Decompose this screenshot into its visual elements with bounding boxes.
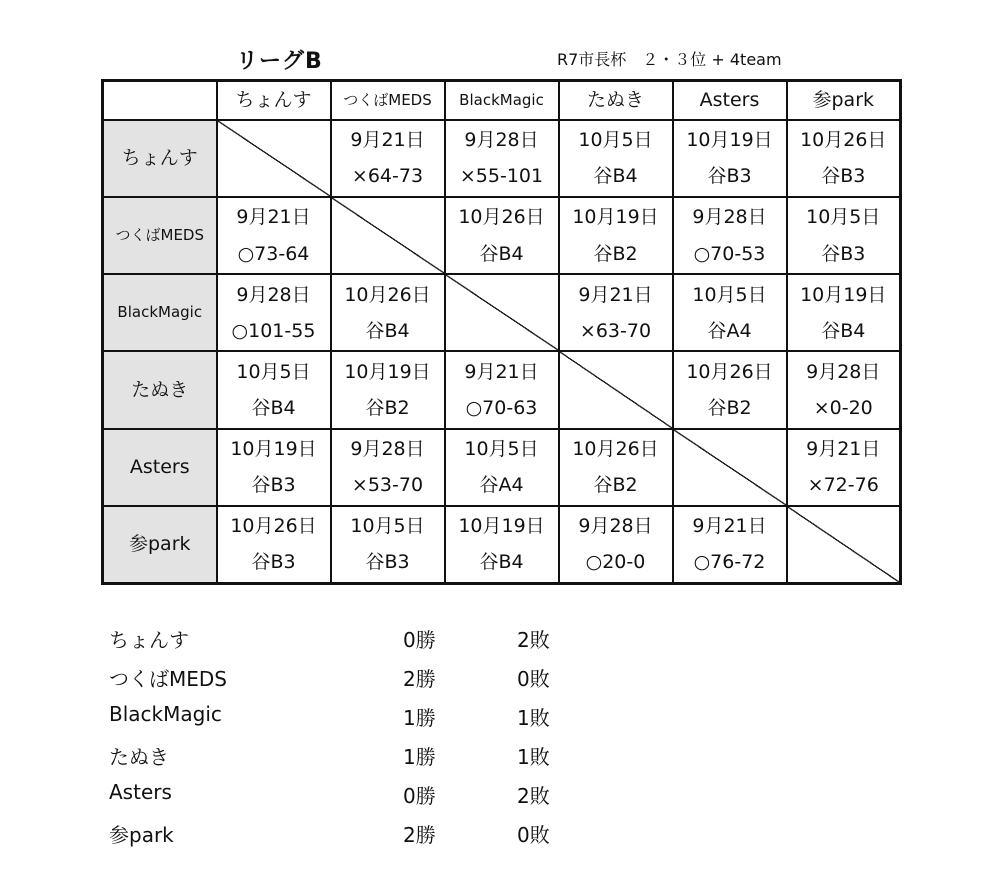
- diagonal-empty-cell: [445, 274, 559, 351]
- match-date: 10月19日: [458, 515, 545, 538]
- column-header-team: 参park: [787, 81, 901, 120]
- match-date: 9月28日: [464, 129, 539, 152]
- standing-wins: 2勝: [403, 667, 436, 691]
- match-date: 10月5日: [350, 515, 425, 538]
- standings-row: [109, 624, 609, 663]
- match-cell: [787, 120, 901, 197]
- standing-team: Asters: [109, 780, 172, 804]
- match-cell: [331, 351, 445, 428]
- match-cell: [331, 274, 445, 351]
- match-cell: [673, 351, 787, 428]
- row-header-team: つくばMEDS: [103, 197, 217, 274]
- match-cell: [559, 506, 673, 584]
- match-result: 谷B3: [707, 165, 752, 188]
- table-row: [103, 429, 901, 506]
- match-cell: [673, 506, 787, 584]
- standing-team: つくばMEDS: [109, 667, 227, 691]
- standing-wins: 2勝: [403, 823, 436, 847]
- match-result: 谷A4: [707, 319, 752, 342]
- column-header-team: つくばMEDS: [331, 81, 445, 120]
- match-cell: [217, 506, 331, 584]
- standings-list: [109, 624, 609, 858]
- match-date: 10月26日: [800, 129, 887, 152]
- match-cell: [445, 197, 559, 274]
- match-cell: [445, 429, 559, 506]
- match-result: 谷B3: [821, 242, 866, 265]
- match-cell: [559, 120, 673, 197]
- diagonal-empty-cell: [787, 506, 901, 584]
- standing-losses: 1敗: [517, 745, 550, 769]
- match-date: 9月28日: [806, 360, 881, 383]
- match-result: ○101-55: [231, 319, 316, 342]
- standing-team: 参park: [109, 823, 174, 847]
- standings-row: [109, 780, 609, 819]
- column-header-team: たぬき: [559, 81, 673, 120]
- match-date: 10月19日: [572, 206, 659, 229]
- match-cell: [217, 197, 331, 274]
- match-date: 10月5日: [464, 438, 539, 461]
- match-cell: [787, 197, 901, 274]
- match-result: 谷B2: [365, 396, 410, 419]
- standing-losses: 2敗: [517, 784, 550, 808]
- grid-corner: [103, 81, 217, 120]
- match-cell: [445, 351, 559, 428]
- standing-wins: 0勝: [403, 628, 436, 652]
- diagonal-empty-cell: [673, 429, 787, 506]
- table-row: [103, 274, 901, 351]
- standing-team: たぬき: [109, 745, 169, 769]
- column-header-team: BlackMagic: [445, 81, 559, 120]
- match-date: 9月28日: [236, 283, 311, 306]
- match-date: 9月21日: [236, 206, 311, 229]
- match-cell: [559, 429, 673, 506]
- match-date: 10月26日: [572, 438, 659, 461]
- match-cell: [787, 274, 901, 351]
- match-result: 谷B4: [365, 319, 410, 342]
- match-result: 谷B2: [593, 242, 638, 265]
- match-date: 10月5日: [578, 129, 653, 152]
- match-date: 10月5日: [236, 360, 311, 383]
- table-row: [103, 351, 901, 428]
- match-cell: [331, 429, 445, 506]
- match-cell: [787, 429, 901, 506]
- match-result: 谷B4: [821, 319, 866, 342]
- match-result: 谷B2: [593, 474, 638, 497]
- standings-row: [109, 702, 609, 741]
- match-cell: [331, 506, 445, 584]
- match-result: ×0-20: [813, 396, 873, 419]
- match-cell: [217, 274, 331, 351]
- match-date: 10月26日: [686, 360, 773, 383]
- match-result: 谷B4: [251, 396, 296, 419]
- match-cell: [445, 506, 559, 584]
- match-date: 9月28日: [350, 438, 425, 461]
- diagonal-empty-cell: [331, 197, 445, 274]
- match-date: 9月21日: [806, 438, 881, 461]
- match-result: 谷B4: [593, 165, 638, 188]
- league-table: [101, 79, 902, 585]
- row-header-team: たぬき: [103, 351, 217, 428]
- row-header-team: ちょんす: [103, 120, 217, 197]
- match-result: ×55-101: [459, 165, 544, 188]
- standing-losses: 0敗: [517, 667, 550, 691]
- row-header-team: BlackMagic: [103, 274, 217, 351]
- match-cell: [331, 120, 445, 197]
- match-result: ○73-64: [237, 242, 310, 265]
- table-row: [103, 197, 901, 274]
- standing-team: BlackMagic: [109, 702, 222, 726]
- row-header-team: Asters: [103, 429, 217, 506]
- match-cell: [217, 429, 331, 506]
- match-date: 10月5日: [806, 206, 881, 229]
- match-result: 谷B2: [707, 396, 752, 419]
- match-result: 谷A4: [479, 474, 524, 497]
- diagonal-empty-cell: [559, 351, 673, 428]
- match-result: ○70-53: [693, 242, 766, 265]
- standings-row: [109, 663, 609, 702]
- match-cell: [445, 120, 559, 197]
- match-cell: [559, 274, 673, 351]
- match-date: 9月21日: [692, 515, 767, 538]
- match-result: 谷B4: [479, 551, 524, 574]
- table-row: [103, 506, 901, 584]
- standing-wins: 1勝: [403, 745, 436, 769]
- column-header-team: Asters: [673, 81, 787, 120]
- match-date: 9月21日: [350, 129, 425, 152]
- match-date: 10月19日: [344, 360, 431, 383]
- match-date: 10月19日: [800, 283, 887, 306]
- match-date: 9月21日: [578, 283, 653, 306]
- match-date: 10月5日: [692, 283, 767, 306]
- league-title: リーグB: [236, 49, 323, 74]
- standings-row: [109, 819, 609, 858]
- match-result: ○20-0: [585, 551, 646, 574]
- standings-row: [109, 741, 609, 780]
- column-header-team: ちょんす: [217, 81, 331, 120]
- match-date: 10月26日: [230, 515, 317, 538]
- match-cell: [673, 197, 787, 274]
- match-cell: [217, 351, 331, 428]
- standing-losses: 1敗: [517, 706, 550, 730]
- standing-losses: 2敗: [517, 628, 550, 652]
- match-result: 谷B4: [479, 242, 524, 265]
- diagonal-empty-cell: [217, 120, 331, 197]
- match-result: ×63-70: [579, 319, 652, 342]
- match-cell: [787, 351, 901, 428]
- match-date: 9月21日: [464, 360, 539, 383]
- standing-wins: 1勝: [403, 706, 436, 730]
- standing-team: ちょんす: [109, 628, 189, 652]
- match-result: ×53-70: [351, 474, 424, 497]
- match-result: 谷B3: [251, 551, 296, 574]
- match-result: 谷B3: [251, 474, 296, 497]
- match-date: 10月19日: [230, 438, 317, 461]
- match-result: 谷B3: [821, 165, 866, 188]
- match-date: 10月26日: [458, 206, 545, 229]
- league-grid: [101, 79, 899, 585]
- match-result: 谷B3: [365, 551, 410, 574]
- match-result: ○76-72: [693, 551, 766, 574]
- match-date: 9月28日: [578, 515, 653, 538]
- match-date: 9月28日: [692, 206, 767, 229]
- match-cell: [559, 197, 673, 274]
- match-cell: [673, 120, 787, 197]
- match-result: ○70-63: [465, 396, 538, 419]
- tournament-subtitle: R7市長杯 ２・３位 + 4team: [557, 50, 782, 69]
- row-header-team: 参park: [103, 506, 217, 584]
- match-cell: [673, 274, 787, 351]
- match-result: ×64-73: [351, 165, 424, 188]
- standing-wins: 0勝: [403, 784, 436, 808]
- standing-losses: 0敗: [517, 823, 550, 847]
- match-result: ×72-76: [807, 474, 879, 497]
- match-date: 10月26日: [344, 283, 431, 306]
- match-date: 10月19日: [686, 129, 773, 152]
- table-row: [103, 120, 901, 197]
